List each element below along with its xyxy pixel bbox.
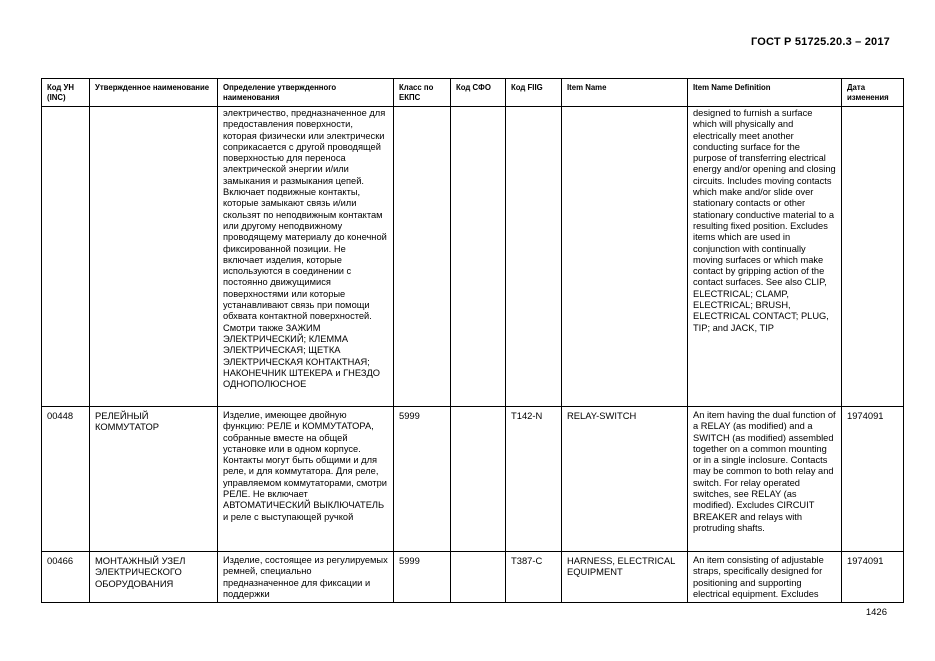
- cell-code-fiig: [506, 107, 562, 407]
- cell-definition-ru: электричество, предназначенное для предоставления поверхности, которая физически или электрически соприкасается с другой проводящей поверхностью для переноса электрической энергии и/или замыкания и размыкания цепей. Включает подвижные контакты, которые замыкают связь и/или скользят по неподвижным контактам или другому неподвижному проводящему материалу до конечной фиксированной позиции. Не включает изделия, которые используются в соединении с постоянно движущимися поверхностями или которые устанавливают связь при помощи обхвата контактной поверхностей. Смотри также ЗАЖИМ ЭЛЕКТРИЧЕСКИЙ; КЛЕММА ЭЛЕКТРИЧЕСКАЯ; ЩЕТКА ЭЛЕКТРИЧЕСКАЯ КОНТАКТНАЯ; НАКОНЕЧНИК ШТЕКЕРА и ГНЕЗДО ОДНОПОЛЮСНОЕ: [218, 107, 394, 407]
- cell-item-name-definition: An item consisting of adjustable straps, specifically designed for positioning and supporting electrical equipment. Excludes: [688, 552, 842, 603]
- cell-class-ekps: [394, 107, 451, 407]
- cell-definition-ru: Изделие, имеющее двойную функцию: РЕЛЕ и КОММУТАТОРА, собранные вместе на общей установке или в одном корпусе. Контакты могут быть общими и для реле, и для коммутатора. Для реле, управляемом коммутаторами, смотри РЕЛЕ. Не включает АВТОМАТИЧЕСКИЙ ВЫКЛЮЧАТЕЛЬ и реле с выступающей ручкой: [218, 407, 394, 552]
- cell-date-changed: 1974091: [842, 407, 904, 552]
- cell-approved-name: МОНТАЖНЫЙ УЗЕЛ ЭЛЕКТРИЧЕСКОГО ОБОРУДОВАНИЯ: [90, 552, 218, 603]
- col-header-item-name: Item Name: [562, 79, 688, 107]
- cell-date-changed: 1974091: [842, 552, 904, 603]
- cell-code-sfo: [451, 407, 506, 552]
- cell-code-fiig: T142-N: [506, 407, 562, 552]
- table-row: [42, 552, 904, 603]
- cell-class-ekps: 5999: [394, 407, 451, 552]
- cell-inc: [42, 107, 90, 407]
- cell-code-fiig: T387-C: [506, 552, 562, 603]
- col-header-class-ekps: Класс по ЕКПС: [394, 79, 451, 107]
- table-row: [42, 407, 904, 552]
- page-number: 1426: [865, 607, 887, 618]
- cell-item-name: [562, 107, 688, 407]
- table-header-row: [42, 79, 904, 107]
- cell-class-ekps: 5999: [394, 552, 451, 603]
- cell-date-changed: [842, 107, 904, 407]
- cell-inc: 00466: [42, 552, 90, 603]
- cell-item-name: HARNESS, ELECTRICAL EQUIPMENT: [562, 552, 688, 603]
- cell-item-name-definition: designed to furnish a surface which will physically and electrically meet another conducting surface for the purpose of transferring electrical energy and/or opening and closing circuits. Includes moving contacts which make and/or slide over stationary contacts or other stationary conductive material to a resulting fixed position. Excludes items which are used in conjunction with continually moving surfaces or which make contact by gripping action of the contact surfaces. See also CLIP, ELECTRICAL; CLAMP, ELECTRICAL; BRUSH, ELECTRICAL CONTACT; PLUG, TIP; and JACK, TIP: [688, 107, 842, 407]
- cell-inc: 00448: [42, 407, 90, 552]
- cell-code-sfo: [451, 107, 506, 407]
- classification-table: [41, 78, 904, 603]
- col-header-definition-ru: Определение утвержденного наименования: [218, 79, 394, 107]
- col-header-code-fiig: Код FIIG: [506, 79, 562, 107]
- col-header-item-name-definition: Item Name Definition: [688, 79, 842, 107]
- col-header-code-sfo: Код СФО: [451, 79, 506, 107]
- col-header-approved-name: Утвержденное наименование: [90, 79, 218, 107]
- cell-item-name-definition: An item having the dual function of a RELAY (as modified) and a SWITCH (as modified) assembled together on a common mounting or in a single inclosure. Contacts may be common to both relay and switch. For relay operated switches, see RELAY (as modified). Excludes CIRCUIT BREAKER and relays with protruding shafts.: [688, 407, 842, 552]
- table-row: [42, 107, 904, 407]
- cell-definition-ru: Изделие, состоящее из регулируемых ремней, специально предназначенное для фиксации и поддержки: [218, 552, 394, 603]
- cell-item-name: RELAY-SWITCH: [562, 407, 688, 552]
- cell-code-sfo: [451, 552, 506, 603]
- col-header-date-changed: Дата изменения: [842, 79, 904, 107]
- cell-approved-name: [90, 107, 218, 407]
- cell-approved-name: РЕЛЕЙНЫЙ КОММУТАТОР: [90, 407, 218, 552]
- col-header-inc: Код УН (INC): [42, 79, 90, 107]
- document-standard-number: ГОСТ Р 51725.20.3 – 2017: [750, 36, 890, 48]
